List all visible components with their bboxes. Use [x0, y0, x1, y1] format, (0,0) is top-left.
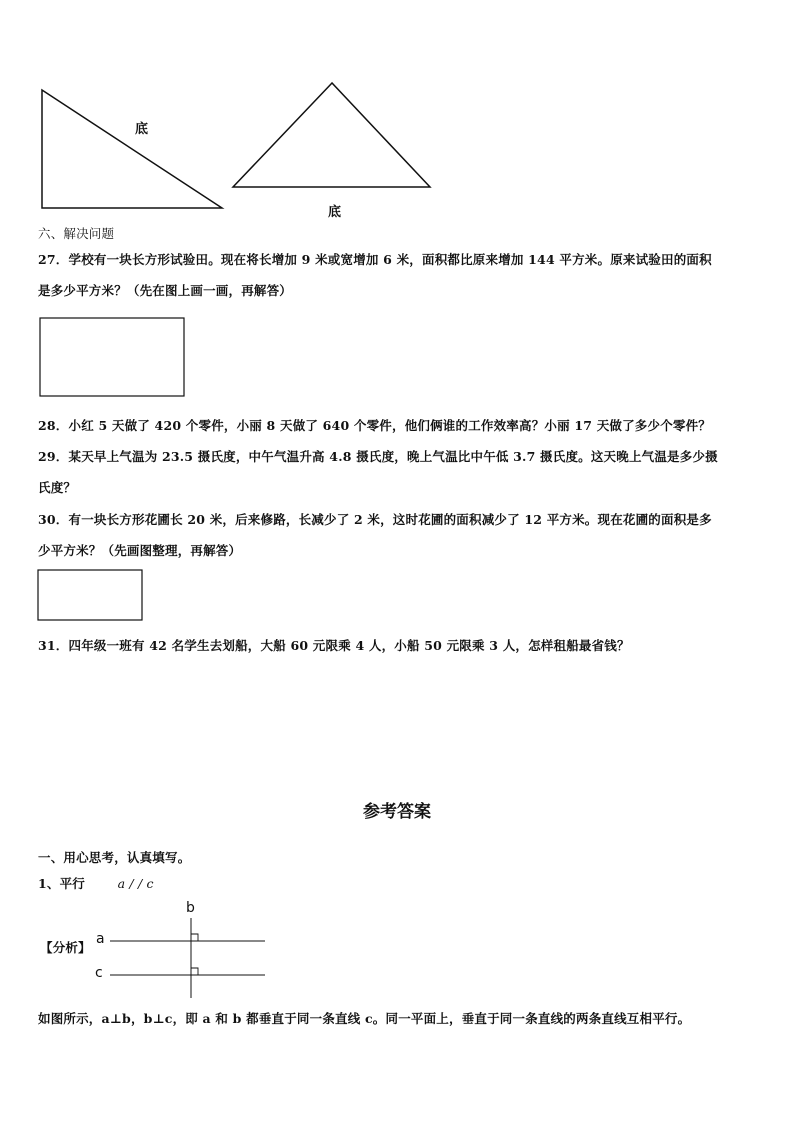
diagram-label-a: a — [96, 931, 105, 947]
q27-line2: 是多少平方米？（先在图上画一画，再解答） — [38, 283, 293, 298]
answer1-line — [38, 874, 154, 892]
q30-rectangle-figure — [36, 568, 146, 622]
q31-text: 31．四年级一班有 42 名学生去划船，大船 60 元限乘 4 人，小船 50 元限乘 3 人，怎样租船最省钱？ — [38, 638, 630, 653]
q30-line1: 30．有一块长方形花圃长 20 米，后来修路，长减少了 2 米，这时花圃的面积减少了 12 平方米。现在花圃的面积是多 — [38, 512, 712, 527]
section1-heading: 一、用心思考，认真填写。 — [38, 850, 191, 865]
triangle2-base-label: 底 — [328, 205, 342, 220]
diagram-label-c: c — [95, 965, 103, 981]
answer1-value: a / / c — [117, 876, 154, 891]
diagram-label-b: b — [186, 900, 195, 916]
answer1-explanation: 如图所示，a⊥b，b⊥c，即 a 和 b 都垂直于同一条直线 c。同一平面上，垂直于同一条直线的两条直线互相平行。 — [38, 1011, 691, 1026]
isosceles-triangle-figure — [228, 78, 436, 192]
q30-line2: 少平方米？（先画图整理，再解答） — [38, 543, 242, 558]
q29-line1: 29．某天早上气温为 23.5 摄氏度，中午气温升高 4.8 摄氏度，晚上气温比中午低 3.7 摄氏度。这天晚上气温是多少摄 — [38, 449, 718, 464]
right-triangle-figure — [36, 86, 228, 214]
triangle1-base-label: 底 — [135, 122, 149, 137]
q27-rectangle-figure — [38, 316, 188, 400]
q29-line2: 氏度？ — [38, 480, 77, 495]
answer-title: 参考答案 — [363, 802, 431, 822]
q28-text: 28．小红 5 天做了 420 个零件，小丽 8 天做了 640 个零件，他们俩谁的工作效率高？小丽 17 天做了多少个零件？ — [38, 418, 711, 433]
section6-heading: 六、解决问题 — [38, 226, 115, 241]
perpendicular-lines-diagram — [105, 915, 270, 1000]
answer1-prefix: 1、平行 — [38, 876, 85, 891]
q27-line1: 27．学校有一块长方形试验田。现在将长增加 9 米或宽增加 6 米，面积都比原来增加 144 平方米。原来试验田的面积 — [38, 252, 712, 267]
analysis-label: 【分析】 — [40, 940, 91, 955]
